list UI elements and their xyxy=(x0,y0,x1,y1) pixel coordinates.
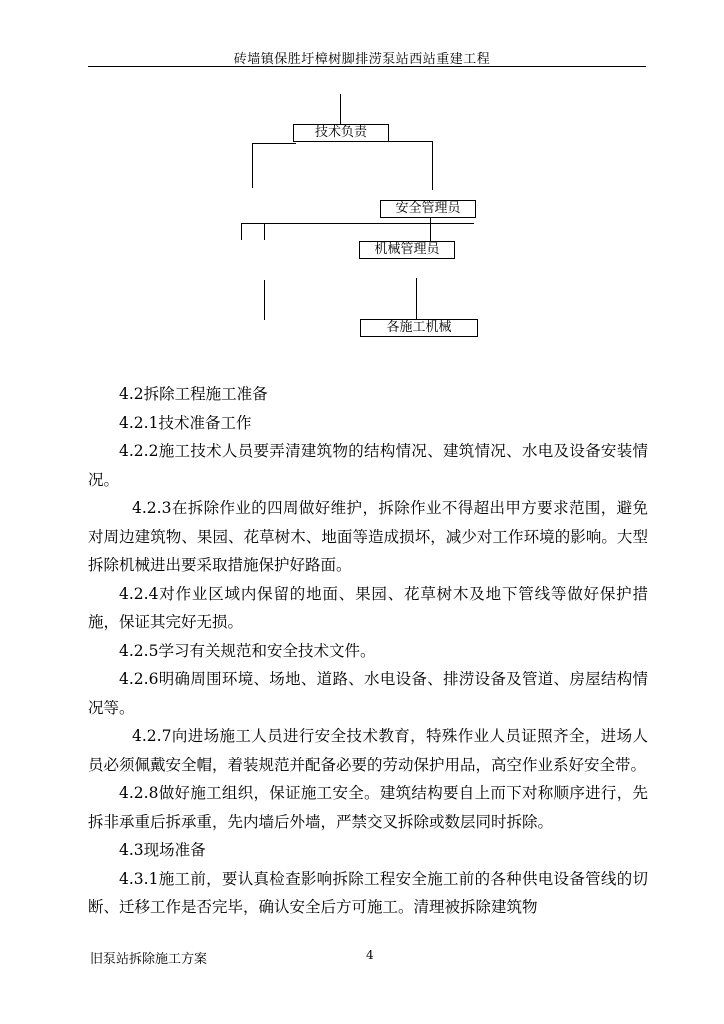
box-safety-manager: 安全管理员 xyxy=(380,200,476,218)
paragraph-4-2-8: 4.2.8做好施工组织，保证施工安全。建筑结构要自上而下对称顺序进行，先拆非承重后拆承重，先内墙后外墙，严禁交叉拆除或数层同时拆除。 xyxy=(88,784,648,831)
paragraph-4-2-3: 4.2.3在拆除作业的四周做好维护，拆除作业不得超出甲方要求范围，避免对周边建筑物、果园、花草树木、地面等造成损坏，减少对工作环境的影响。大型拆除机械进出要采取措施保护好路面。 xyxy=(88,499,648,574)
connector-left-branch-v xyxy=(252,143,253,188)
paragraph-4-3-1: 4.3.1施工前，要认真检查影响拆除工程安全施工前的各种供电设备管线的切断、迁移工作是否完毕，确认安全后方可施工。清理被拆除建筑物 xyxy=(88,869,648,916)
connector-mid-left1 xyxy=(241,223,242,240)
connector-top xyxy=(340,94,341,126)
box-construction-machines: 各施工机械 xyxy=(360,319,478,337)
connector-right-branch-h xyxy=(389,141,433,142)
connector-left-branch-h xyxy=(252,143,296,144)
connector-mid-left2 xyxy=(264,223,265,240)
heading-4-2-1: 4.2.1技术准备工作 xyxy=(119,413,252,432)
document-body xyxy=(88,380,648,922)
connector-right-branch-v xyxy=(432,141,433,190)
connector-low-right xyxy=(416,278,417,320)
paragraph-4-2-7: 4.2.7向进场施工人员进行安全技术教育，特殊作业人员证照齐全，进场人员必须佩戴安全帽，着装规范并配备必要的劳动保护用品，高空作业系好安全带。 xyxy=(88,727,648,774)
connector-low-left xyxy=(264,280,265,320)
footer-page-number: 4 xyxy=(366,948,374,962)
paragraph-4-2-2: 4.2.2施工技术人员要弄清建筑物的结构情况、建筑情况、水电及设备安装情况。 xyxy=(88,442,648,489)
connector-mid-right xyxy=(430,217,431,241)
heading-4-3: 4.3现场准备 xyxy=(119,841,206,859)
connector-mid-horizontal xyxy=(241,223,474,224)
org-chart xyxy=(0,0,724,360)
paragraph-4-2-5: 4.2.5学习有关规范和安全技术文件。 xyxy=(119,641,376,660)
heading-4-2: 4.2拆除工程施工准备 xyxy=(119,385,268,403)
box-machinery-manager: 机械管理员 xyxy=(359,241,455,259)
paragraph-4-2-6: 4.2.6明确周围环境、场地、道路、水电设备、排涝设备及管道、房屋结构情况等。 xyxy=(88,670,648,717)
box-tech-lead: 技术负责 xyxy=(293,124,389,142)
page-header-title: 砖墙镇保胜圩樟树脚排涝泵站西站重建工程 xyxy=(233,52,491,67)
paragraph-4-2-4: 4.2.4对作业区域内保留的地面、果园、花草树木及地下管线等做好保护措施，保证其完好无损。 xyxy=(88,584,648,631)
footer-document-name: 旧泵站拆除施工方案 xyxy=(90,952,208,967)
